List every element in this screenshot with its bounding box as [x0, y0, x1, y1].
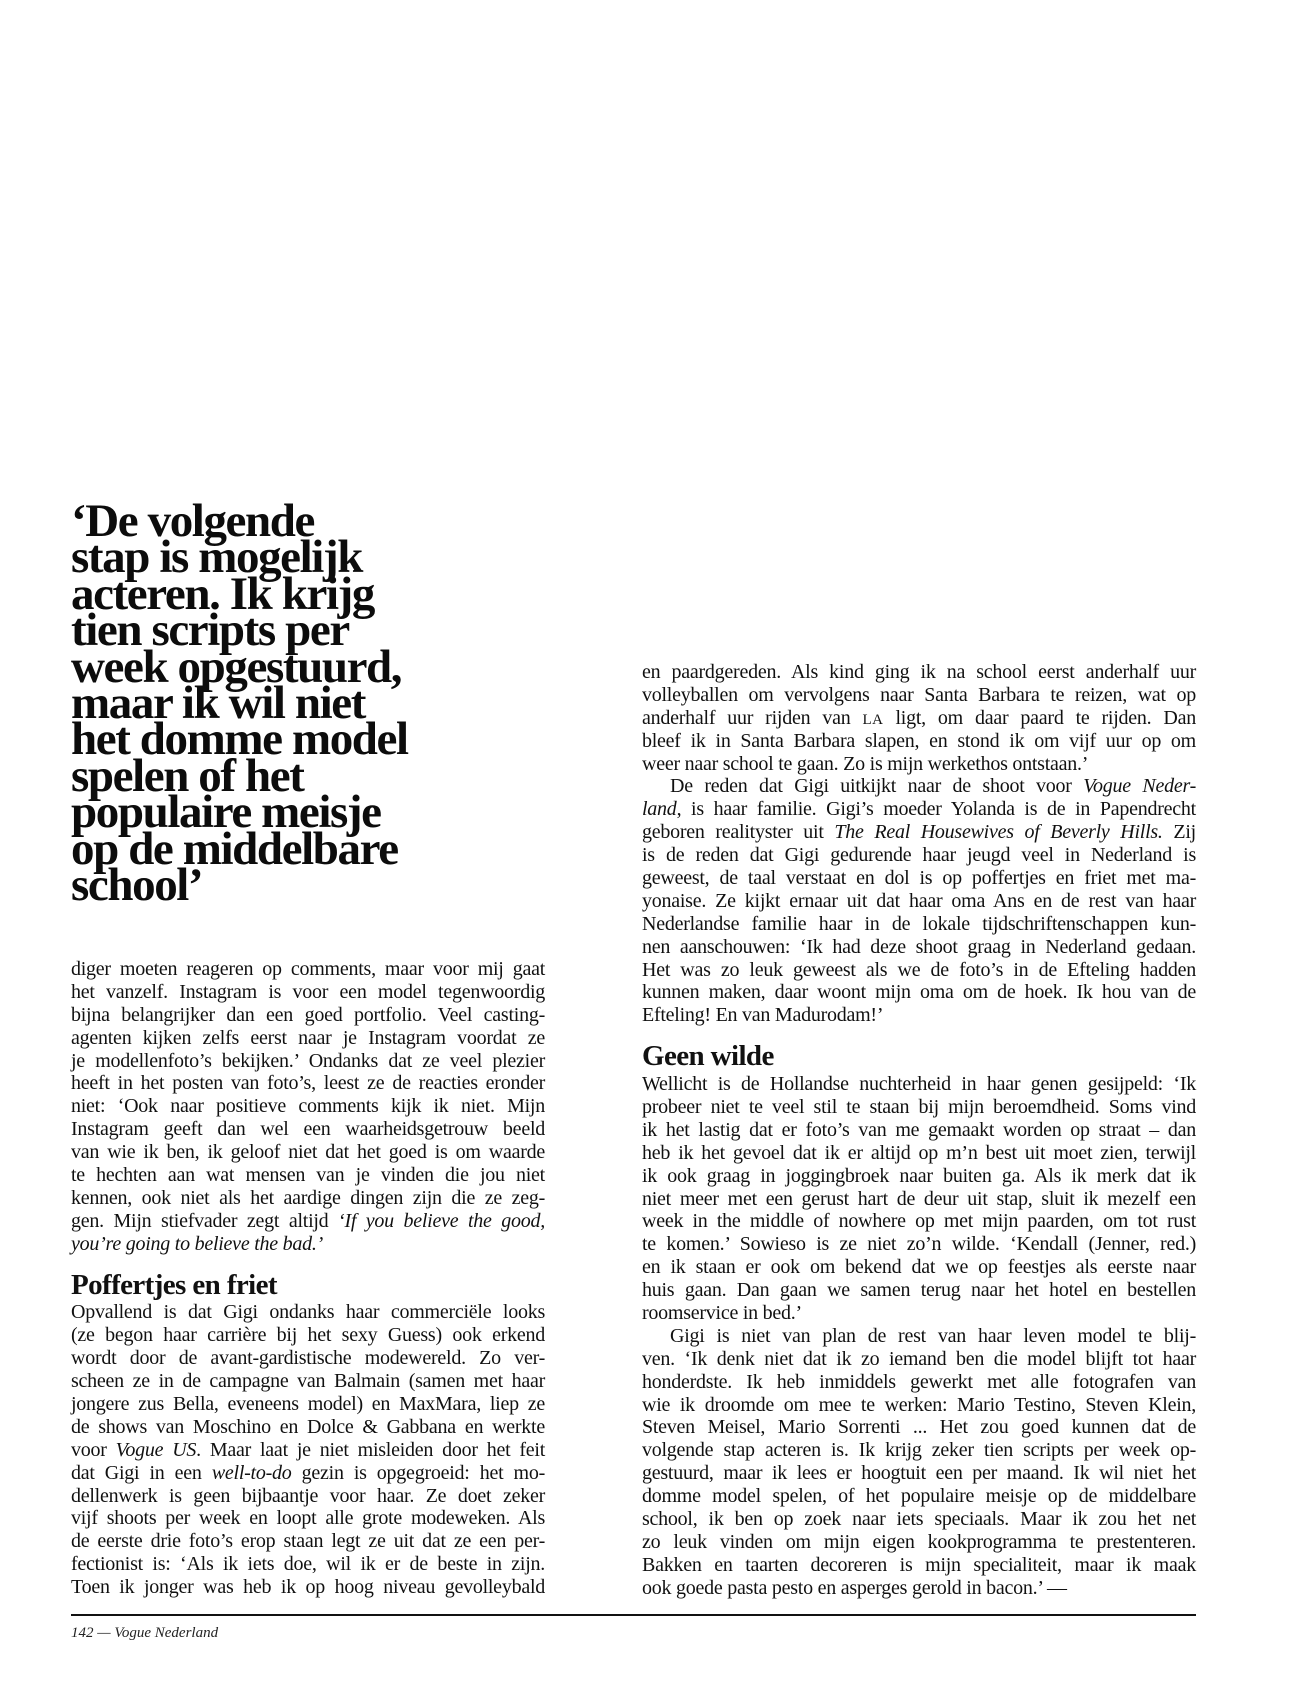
text-line: roomservice in bed.’ [642, 1301, 802, 1324]
text-line: de eerste drie foto’s erop staan legt ze uit dat ze een per- [71, 1530, 545, 1553]
text-line: bijna belangrijker dan een goed portfolio. Veel casting- [71, 1003, 545, 1026]
italic-text: well-to-do [211, 1461, 292, 1484]
footer-rule [71, 1614, 1196, 1616]
text-line: heb ik het gevoel dat ik er altijd op m’n best uit moet zien, terwijl [642, 1141, 1196, 1164]
text-line: Wellicht is de Hollandse nuchterheid in haar genen gesijpeld: ‘Ik [642, 1073, 1196, 1096]
text-span: anderhalf uur rijden van [642, 706, 863, 729]
pull-quote-line: op de middelbare [71, 822, 398, 875]
text-span: gen. Mijn stiefvader zegt altijd [71, 1209, 339, 1232]
text-line: te komen.’ Sowieso is ze niet zo’n wilde. ‘Kendall (Jenner, red.) [642, 1233, 1196, 1256]
text-span: . Maar laat je niet misleiden door het feit [196, 1438, 546, 1461]
text-line: wordt door de avant-gardistische modewereld. Zo ver- [71, 1347, 545, 1370]
text-span: LA [862, 711, 884, 728]
paragraph [642, 1073, 1196, 1325]
text-line: Gigi is niet van plan de rest van haar leven model te blij- [670, 1324, 1196, 1347]
pull-quote-line: populaire meisje [71, 786, 381, 839]
text-line: de shows van Moschino en Dolce & Gabbana en werkte [71, 1415, 545, 1438]
text-line: Opvallend is dat Gigi ondanks haar commerciële looks [71, 1301, 545, 1324]
text-line [642, 821, 1196, 844]
text-line: en ik staan er ook om bekend dat we op feestjes als eerste naar [642, 1256, 1196, 1279]
italic-text: ‘If you believe the good, [338, 1209, 545, 1232]
text-line: heeft in het posten van foto’s, leest ze de reacties eronder [71, 1072, 545, 1095]
article-column-left [71, 958, 545, 1599]
text-line [642, 798, 1196, 821]
text-line: Bakken en taarten decoreren is mijn specialiteit, maar ik maak [642, 1553, 1196, 1576]
text-line: bleef ik in Santa Barbara slapen, en stond ik om vijf uur op om [642, 729, 1196, 752]
text-line: dellenwerk is geen bijbaantje voor haar. Ze doet zeker [71, 1484, 545, 1507]
text-line: van wie ik ben, ik geloof niet dat het goed is om waarde [71, 1141, 545, 1164]
text-line: wie ik droomde om mee te werken: Mario Testino, Steven Klein, [642, 1393, 1196, 1416]
text-line: je modellenfoto’s bekijken.’ Ondanks dat ze veel plezier [71, 1049, 545, 1072]
text-line: diger moeten reageren op comments, maar voor mij gaat [71, 958, 545, 980]
text-line: weer naar school te gaan. Zo is mijn werkethos ontstaan.’ [642, 752, 1089, 775]
text-line: school, ik ben op zoek naar iets speciaals. Maar ik zou het net [642, 1507, 1196, 1530]
text-span: dat Gigi in een [71, 1461, 212, 1484]
paragraph [642, 775, 1196, 1027]
text-line: Instagram geeft dan wel een waarheidsgetrouw beeld [71, 1118, 545, 1141]
pull-quote-line: spelen of het [71, 749, 304, 802]
page-footer [71, 1625, 218, 1642]
text-line: nen aanschouwen: ‘Ik had deze shoot graag in Nederland gedaan. [642, 935, 1196, 958]
text-line: week in the middle of nowhere op met mijn paarden, om tot rust [642, 1210, 1196, 1233]
pull-quote-line: het domme model [71, 713, 408, 766]
text-span: voor [71, 1438, 116, 1461]
text-line: Steven Meisel, Mario Sorrenti ... Het zou goed kunnen dat de [642, 1416, 1196, 1439]
text-line: Efteling! En van Madurodam!’ [642, 1004, 884, 1027]
text-line: jongere zus Bella, eveneens model) en MaxMara, liep ze [71, 1392, 545, 1415]
pull-quote-line: maar ik wil niet [71, 677, 365, 730]
text-span: gezin is opgegroeid: het mo- [291, 1461, 545, 1484]
text-line: niet: ‘Ook naar positieve comments kijk ik niet. Mijn [71, 1095, 545, 1118]
text-line: kennen, ook niet als het aardige dingen zijn die ze zeg- [71, 1186, 545, 1209]
text-line: volleyballen om vervolgens naar Santa Barbara te reizen, wat op [642, 683, 1196, 706]
paragraph [71, 958, 545, 1256]
paragraph [642, 661, 1196, 775]
text-line [71, 1233, 545, 1256]
article-column-right [642, 661, 1196, 1600]
text-span: De reden dat Gigi uitkijkt naar de shoot voor [670, 775, 1084, 798]
pull-quote-line: acteren. Ik krijg [71, 567, 374, 620]
text-line [642, 775, 1196, 798]
text-line: ven. ‘Ik denk niet dat ik zo iemand ben die model blijft tot haar [642, 1347, 1196, 1370]
page-number: 142 [71, 1625, 94, 1641]
text-line: domme model spelen, of het populaire meisje op de middelbare [642, 1485, 1196, 1508]
text-line: honderdste. Ik heb inmiddels gewerkt met alle fotografen van [642, 1370, 1196, 1393]
paragraph [71, 1301, 545, 1599]
text-line: gestuurd, maar ik lees er hoogtuit een per maand. Ik wil niet het [642, 1462, 1196, 1485]
text-line: is de reden dat Gigi gedurende haar jeugd veel in Nederland is [642, 844, 1196, 867]
text-span: Zij [1162, 821, 1196, 844]
paragraph [642, 1325, 1196, 1600]
pull-quote-line: tien scripts per [71, 604, 349, 657]
text-line: geweest, de taal verstaat en dol is op poffertjes en friet met ma- [642, 867, 1196, 890]
text-line: ik het lastig dat er foto’s van me gemaakt worden op straat – dan [642, 1118, 1196, 1141]
text-line: (ze begon haar carrière bij het sexy Guess) ook erkend [71, 1324, 545, 1347]
text-line [71, 1439, 545, 1462]
text-line: ik ook graag in joggingbroek naar buiten ga. Als ik merk dat ik [642, 1164, 1196, 1187]
text-line: kunnen maken, daar woont mijn oma om de hoek. Ik hou van de [642, 981, 1196, 1004]
italic-text: The Real Housewives of Beverly Hills. [834, 821, 1163, 844]
text-line: zo leuk vinden om mijn eigen kookprogramma te prestenteren. [642, 1530, 1196, 1553]
pull-quote-line: stap is mogelijk [71, 531, 362, 584]
text-line: volgende stap acteren is. Ik krijg zeker tien scripts per week op- [642, 1439, 1196, 1462]
italic-text: Vogue US [115, 1438, 197, 1461]
text-line: niet meer met een gerust hart de deur uit stap, sluit ik mezelf een [642, 1187, 1196, 1210]
pull-quote [71, 495, 591, 912]
text-span: ligt, om daar paard te rijden. Dan [883, 706, 1196, 729]
text-line: huis gaan. Dan gaan we samen terug naar het hotel en bestellen [642, 1279, 1196, 1302]
text-line [71, 1462, 545, 1485]
text-line: vijf shoots per week en loopt alle grote modeweken. Als [71, 1507, 545, 1530]
text-span: geboren realityster uit [642, 821, 835, 844]
text-line: het vanzelf. Instagram is voor een model tegenwoordig [71, 980, 545, 1003]
text-line: agenten kijken zelfs eerst naar je Instagram voordat ze [71, 1026, 545, 1049]
section-heading: Poffertjes en friet [71, 1268, 277, 1301]
text-line: te hechten aan wat mensen van je vinden die jou niet [71, 1164, 545, 1187]
text-line: yonaise. Ze kijkt ernaar uit dat haar oma Ans en de rest van haar [642, 889, 1196, 912]
text-line: Toen ik jonger was heb ik op hoog niveau gevolleybald [71, 1576, 545, 1599]
text-line [642, 707, 1196, 730]
text-span: , is haar familie. Gigi’s moeder Yolanda is de in Papendrecht [676, 798, 1196, 821]
text-line: scheen ze in de campagne van Balmain (samen met haar [71, 1370, 545, 1393]
text-line: probeer niet te veel stil te staan bij mijn beroemdheid. Soms vind [642, 1095, 1196, 1118]
pull-quote-line: week opgestuurd, [71, 640, 402, 693]
italic-text: land [642, 798, 677, 821]
text-line: Het was zo leuk geweest als we de foto’s in de Efteling hadden [642, 958, 1196, 981]
text-line: ook goede pasta pesto en asperges gerold in bacon.’ — [642, 1576, 1067, 1599]
footer-separator: — [97, 1625, 111, 1641]
pull-quote-line: ‘De volgende [71, 495, 314, 547]
publication-name: Vogue Nederland [114, 1625, 219, 1641]
text-line [71, 1210, 545, 1233]
italic-text: you’re going to believe the bad.’ [71, 1232, 324, 1255]
section-heading: Geen wilde [642, 1040, 774, 1073]
pull-quote-line: school’ [71, 859, 203, 912]
text-line: en paardgereden. Als kind ging ik na school eerst anderhalf uur [642, 661, 1196, 683]
text-line: Nederlandse familie haar in de lokale tijdschriftenschappen kun- [642, 912, 1196, 935]
italic-text: Vogue Neder- [1083, 775, 1196, 798]
text-line: fectionist is: ‘Als ik iets doe, wil ik er de beste in zijn. [71, 1553, 545, 1576]
